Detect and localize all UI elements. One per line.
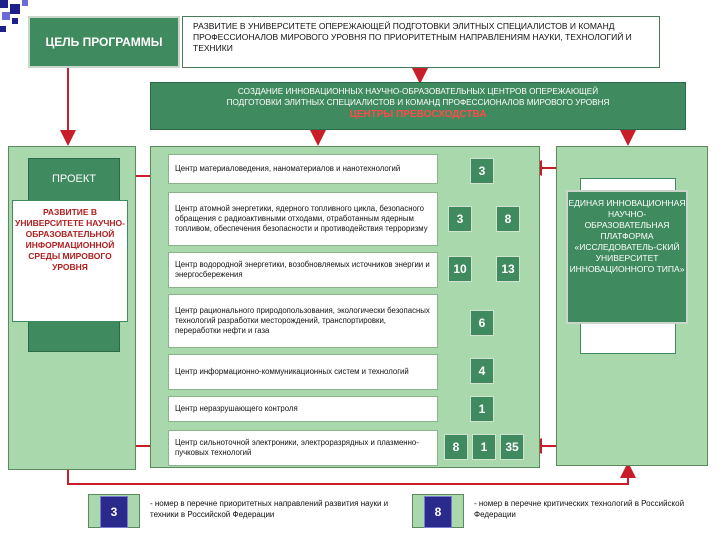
priority-badge: 10 [448, 256, 472, 282]
priority-badge: 3 [448, 206, 472, 232]
critical-badge: 3 [470, 158, 494, 184]
legend-priority-swatch: 3 [100, 496, 128, 528]
priority-badge: 8 [444, 434, 468, 460]
project-text: РАЗВИТИЕ В УНИВЕРСИТЕТЕ НАУЧНО-ОБРАЗОВАТЕЛЬНОЙ ИНФОРМАЦИОННОЙ СРЕДЫ МИРОВОГО УРОВНЯ [12, 200, 128, 322]
center-item: Центр атомной энергетики, ядерного топливного цикла, безопасного обращения с радиоактивными отходами, отработанным ядерным топливом, обеспечения безопасности и противодействия терроризму [168, 192, 438, 246]
critical-badge: 4 [470, 358, 494, 384]
goal-text: РАЗВИТИЕ В УНИВЕРСИТЕТЕ ОПЕРЕЖАЮЩЕЙ ПОДГОТОВКИ ЭЛИТНЫХ СПЕЦИАЛИСТОВ И КОМАНД ПРОФЕССИОНАЛОВ МИРОВОГО УРОВНЯ ПО ПРИОРИТЕТНЫМ НАПРАВЛЕНИЯМ НАУКИ, ТЕХНОЛОГИЙ И ТЕХНИКИ [182, 16, 660, 68]
platform-text: ЕДИНАЯ ИННОВАЦИОННАЯ НАУЧНО-ОБРАЗОВАТЕЛЬНАЯ ПЛАТФОРМА «ИССЛЕДОВАТЕЛЬ-СКИЙ УНИВЕРСИТЕТ ИННОВАЦИОННОГО ТИПА» [566, 190, 688, 324]
center-item: Центр сильноточной электроники, электроразрядных и плазменно-пучковых технологий [168, 430, 438, 466]
project-label: ПРОЕКТ [51, 173, 97, 185]
goal-label: ЦЕЛЬ ПРОГРАММЫ [28, 16, 180, 68]
center-item: Центр рационального природопользования, экологически безопасных технологий разработки месторождений, транспортировки, переработки нефти и газа [168, 294, 438, 348]
critical-badge: 13 [496, 256, 520, 282]
center-item: Центр материаловедения, наноматериалов и нанотехнологий [168, 154, 438, 184]
legend-critical-swatch: 8 [424, 496, 452, 528]
banner-line-1: СОЗДАНИЕ ИННОВАЦИОННЫХ НАУЧНО-ОБРАЗОВАТЕЛЬНЫХ ЦЕНТРОВ ОПЕРЕЖАЮЩЕЙ [237, 87, 599, 96]
banner-title: ЦЕНТРЫ ПРЕВОСХОДСТВА [349, 109, 487, 120]
critical-badge: 1 [472, 434, 496, 460]
legend-priority-text: - номер в перечне приоритетных направлений развития науки и техники в Российской Федерации [150, 499, 389, 519]
centers-banner [150, 82, 686, 130]
banner-line-2: ПОДГОТОВКИ ЭЛИТНЫХ СПЕЦИАЛИСТОВ И КОМАНД ПРОФЕССИОНАЛОВ МИРОВОГО УРОВНЯ [226, 98, 610, 107]
critical-badge: 8 [496, 206, 520, 232]
center-item: Центр водородной энергетики, возобновляемых источников энергии и энергосбережения [168, 252, 438, 288]
critical-badge: 35 [500, 434, 524, 460]
critical-badge: 1 [470, 396, 494, 422]
center-item: Центр неразрушающего контроля [168, 396, 438, 422]
arrow-bottom-loop [68, 466, 628, 484]
legend-critical-text: - номер в перечне критических технологий в Российской Федерации [474, 499, 685, 519]
center-item: Центр информационно-коммуникационных систем и технологий [168, 354, 438, 390]
critical-badge: 6 [470, 310, 494, 336]
